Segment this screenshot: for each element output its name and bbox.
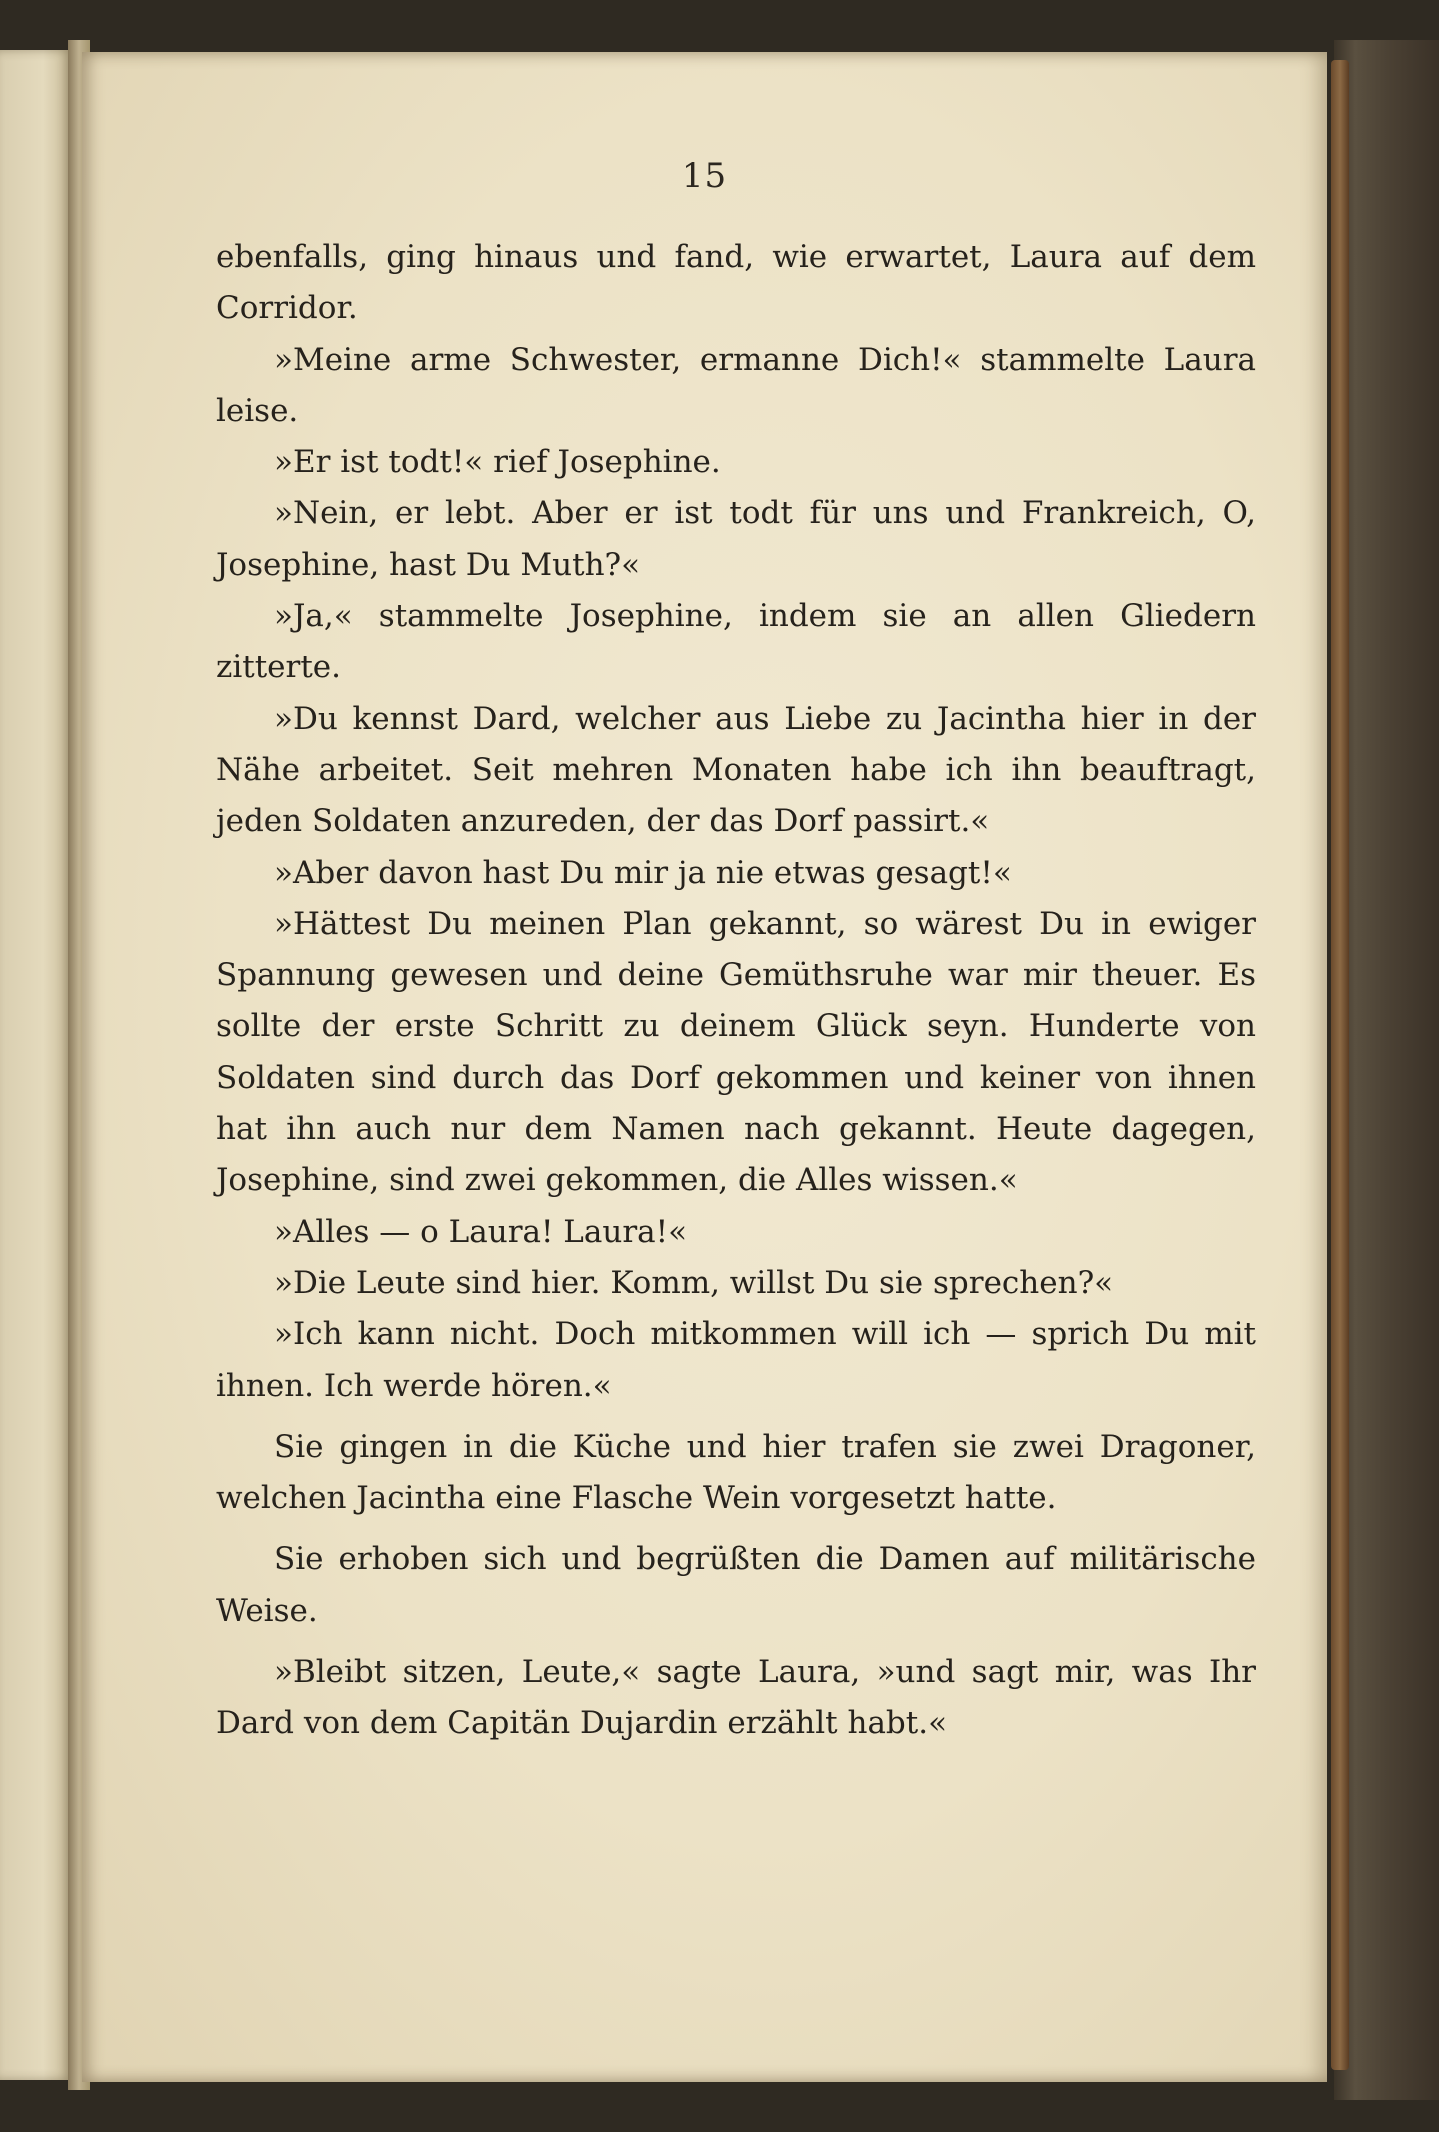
body-text xyxy=(216,232,1256,1750)
paragraph: »Ja,« stammelte Josephine, indem sie an allen Gliedern zitterte. xyxy=(216,598,1256,686)
paragraph: »Ich kann nicht. Doch mitkommen will ich — sprich Du mit ihnen. Ich werde hören.« xyxy=(216,1316,1256,1404)
cover-spine-edge xyxy=(1331,60,1349,2070)
paragraph: »Er ist todt!« rief Josephine. xyxy=(274,444,721,481)
book-page xyxy=(82,52,1327,2082)
book-cover xyxy=(1334,40,1439,2100)
paragraph: »Nein, er lebt. Aber er ist todt für uns und Frankreich, O, Josephine, hast Du Muth?« xyxy=(216,495,1256,583)
page-number: 15 xyxy=(681,156,728,196)
paragraph: Sie erhoben sich und begrüßten die Damen auf militärische Weise. xyxy=(216,1541,1256,1629)
paragraph: »Die Leute sind hier. Komm, willst Du sie sprechen?« xyxy=(274,1264,1114,1301)
paragraph: »Meine arme Schwester, ermanne Dich!« stammelte Laura leise. xyxy=(216,341,1256,429)
paragraph: »Hättest Du meinen Plan gekannt, so wärest Du in ewiger Spannung gewesen und deine Gemüthsruhe war mir theuer. Es sollte der erste Schritt zu deinem Glück seyn. Hunderte von Soldaten sind durch das Dorf gekommen und keiner von ihnen hat ihn auch nur dem Namen nach gekannt. Heute dagegen, Josephine, sind zwei gekommen, die Alles wissen.« xyxy=(216,905,1256,1199)
paragraph: Sie gingen in die Küche und hier trafen sie zwei Dragoner, welchen Jacintha eine Flasche Wein vorgesetzt hatte. xyxy=(216,1428,1256,1517)
paragraph: »Aber davon hast Du mir ja nie etwas gesagt!« xyxy=(274,854,1012,891)
paragraph: ebenfalls, ging hinaus und fand, wie erwartet, Laura auf dem Corridor. xyxy=(216,239,1256,327)
left-page-edge xyxy=(0,50,72,2080)
paragraph: »Alles — o Laura! Laura!« xyxy=(274,1213,688,1250)
paragraph: »Bleibt sitzen, Leute,« sagte Laura, »und sagt mir, was Ihr Dard von dem Capitän Dujardin erzählt habt.« xyxy=(216,1654,1256,1742)
paragraph: »Du kennst Dard, welcher aus Liebe zu Jacintha hier in der Nähe arbeitet. Seit mehren Monaten habe ich ihn beauftragt, jeden Soldaten anzureden, der das Dorf passirt.« xyxy=(216,700,1256,840)
